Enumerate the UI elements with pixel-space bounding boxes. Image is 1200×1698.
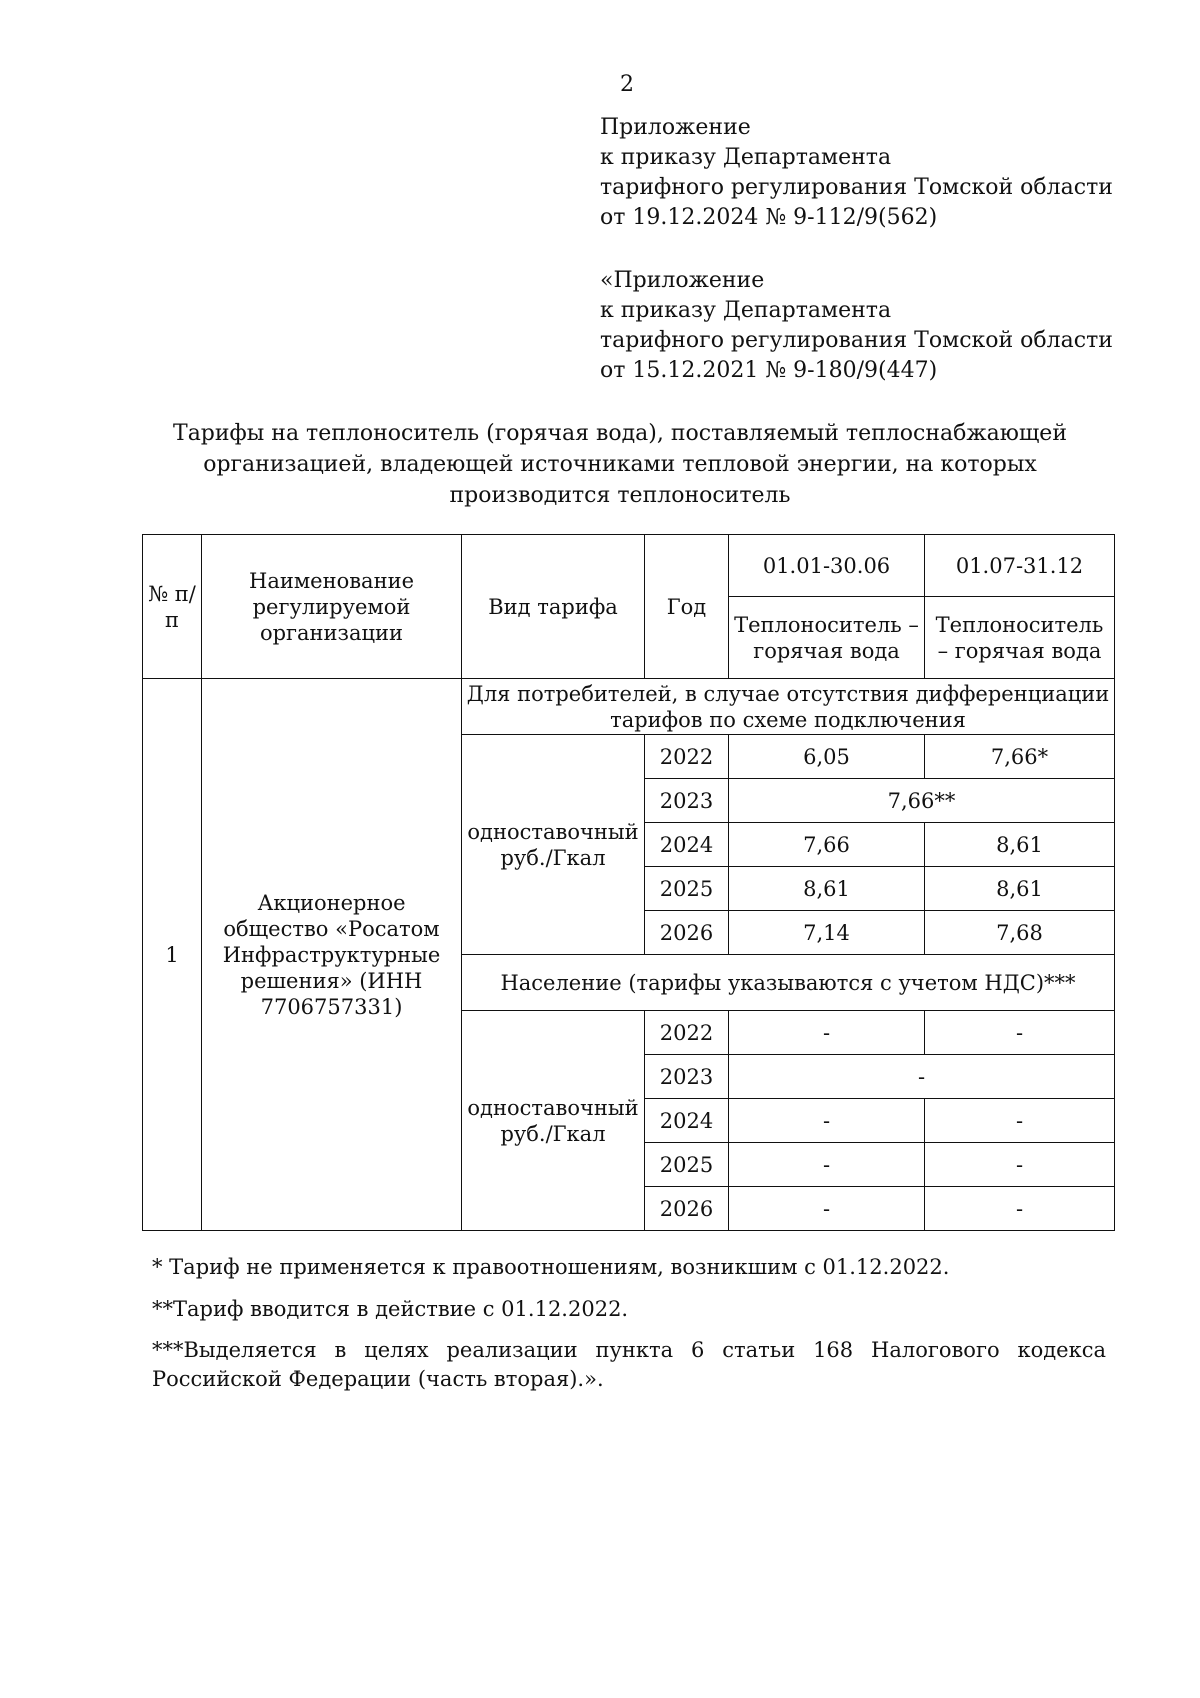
section-title: Для потребителей, в случае отсутствия дифференциации тарифов по схеме подключения <box>462 679 1115 735</box>
appendix-line: к приказу Департамента <box>600 298 892 323</box>
tariff-table <box>142 534 1115 1231</box>
year-cell: 2025 <box>645 867 729 911</box>
appendix-line: тарифного регулирования Томской области <box>600 328 1113 353</box>
header-period-2: 01.07-31.12 <box>925 535 1115 597</box>
value-cell: 8,61 <box>925 867 1115 911</box>
year-cell: 2023 <box>645 779 729 823</box>
header-period-1: 01.01-30.06 <box>729 535 925 597</box>
year-cell: 2024 <box>645 823 729 867</box>
year-cell: 2022 <box>645 735 729 779</box>
value-cell: 6,05 <box>729 735 925 779</box>
year-cell: 2026 <box>645 1187 729 1231</box>
appendix-line: «Приложение <box>600 268 765 293</box>
appendix-previous <box>600 266 1160 386</box>
appendix-line: к приказу Департамента <box>600 145 892 170</box>
page-number: 2 <box>620 72 634 97</box>
footnote-3: ***Выделяется в целях реализации пункта 6 статьи 168 Налогового кодекса Российской Федерации (часть вторая).». <box>152 1338 1106 1391</box>
value-cell: 8,61 <box>729 867 925 911</box>
organization-name: Акционерное общество «Росатом Инфраструктурные решения» (ИНН 7706757331) <box>202 679 462 1231</box>
appendix-line: Приложение <box>600 115 751 140</box>
appendix-line: от 19.12.2024 № 9-112/9(562) <box>600 205 938 230</box>
value-cell: - <box>925 1187 1115 1231</box>
row-number: 1 <box>143 679 202 1231</box>
header-tariff-type: Вид тарифа <box>462 535 645 679</box>
header-year: Год <box>645 535 729 679</box>
tariff-type-cell: одноставочный руб./Гкал <box>462 1011 645 1231</box>
value-cell: - <box>729 1011 925 1055</box>
year-cell: 2026 <box>645 911 729 955</box>
value-cell: - <box>925 1011 1115 1055</box>
year-cell: 2022 <box>645 1011 729 1055</box>
value-cell: - <box>925 1143 1115 1187</box>
section-title: Население (тарифы указываются с учетом НДС)*** <box>462 955 1115 1011</box>
year-cell: 2023 <box>645 1055 729 1099</box>
value-cell: 7,14 <box>729 911 925 955</box>
value-cell: - <box>925 1099 1115 1143</box>
year-cell: 2025 <box>645 1143 729 1187</box>
value-cell: - <box>729 1143 925 1187</box>
header-num: № п/п <box>143 535 202 679</box>
header-sub-1: Теплоноситель – горячая вода <box>729 597 925 679</box>
value-cell: - <box>729 1099 925 1143</box>
appendix-line: от 15.12.2021 № 9-180/9(447) <box>600 358 938 383</box>
footnote-1: * Тариф не применяется к правоотношениям, возникшим с 01.12.2022. <box>152 1255 950 1279</box>
value-cell: 7,66* <box>925 735 1115 779</box>
year-cell: 2024 <box>645 1099 729 1143</box>
value-cell: 7,68 <box>925 911 1115 955</box>
value-cell: - <box>729 1187 925 1231</box>
value-cell: 8,61 <box>925 823 1115 867</box>
header-sub-2: Теплоноситель – горячая вода <box>925 597 1115 679</box>
document-title: Тарифы на теплоноситель (горячая вода), поставляемый теплоснабжающей организацией, владеющей источниками тепловой энергии, на которых производится теплоноситель <box>173 421 1067 508</box>
value-cell-merged: 7,66** <box>729 779 1115 823</box>
value-cell-merged: - <box>729 1055 1115 1099</box>
footnote-2: **Тариф вводится в действие с 01.12.2022. <box>152 1297 629 1321</box>
appendix-line: тарифного регулирования Томской области <box>600 175 1113 200</box>
value-cell: 7,66 <box>729 823 925 867</box>
header-organization: Наименование регулируемой организации <box>202 535 462 679</box>
appendix-current <box>600 113 1160 233</box>
tariff-type-cell: одноставочный руб./Гкал <box>462 735 645 955</box>
